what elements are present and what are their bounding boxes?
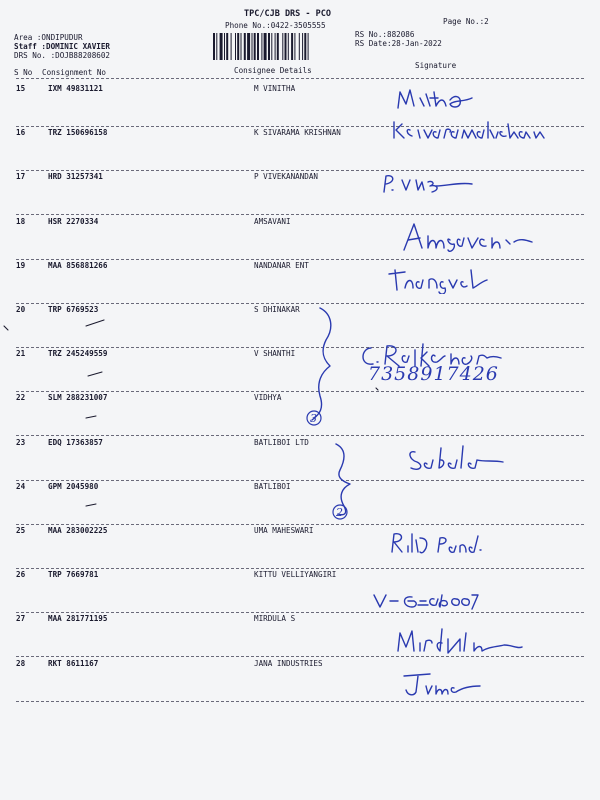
row-sno: 16 xyxy=(16,128,26,137)
phone-note: 7358917426 xyxy=(368,363,499,385)
row-sno: 27 xyxy=(16,614,26,623)
row-sno: 22 xyxy=(16,393,26,402)
col-header-sno: S No xyxy=(14,68,33,77)
row-sno: 15 xyxy=(16,84,26,93)
row-consignee: P VIVEKANANDAN xyxy=(254,172,319,181)
row-consignment-no: IXM 49831121 xyxy=(48,84,103,93)
row-sno: 18 xyxy=(16,217,26,226)
row-sno: 23 xyxy=(16,438,26,447)
row-consignment-no: TRP 7669781 xyxy=(48,570,99,579)
row-consignment-no: HRD 31257341 xyxy=(48,172,103,181)
row-consignee: AMSAVANI xyxy=(254,217,291,226)
bracket-count-2: 2 xyxy=(336,506,343,519)
row-sno: 28 xyxy=(16,659,26,668)
row-consignment-no: GPM 2045980 xyxy=(48,482,99,491)
staff-label: Staff :DOMINIC XAVIER xyxy=(14,42,111,51)
row-sno: 26 xyxy=(16,570,26,579)
row-consignment-no: TRZ 245249559 xyxy=(48,349,108,358)
col-header-signature: Signature xyxy=(415,61,457,70)
row-sno: 24 xyxy=(16,482,26,491)
row-sno: 25 xyxy=(16,526,26,535)
row-consignee: JANA INDUSTRIES xyxy=(254,659,323,668)
row-consignment-no: TRP 6769523 xyxy=(48,305,99,314)
row-consignment-no: RKT 8611167 xyxy=(48,659,99,668)
bracket-count-3: 3 xyxy=(310,412,317,425)
phone-number: Phone No.:0422-3505555 xyxy=(225,21,326,30)
row-consignee: KITTU VELLIYANGIRI xyxy=(254,570,337,579)
row-sno: 17 xyxy=(16,172,26,181)
row-consignment-no: MAA 856881266 xyxy=(48,261,108,270)
row-consignee: M VINITHA xyxy=(254,84,296,93)
rs-number: RS No.:882086 xyxy=(355,30,415,39)
row-sno: 19 xyxy=(16,261,26,270)
rs-date: RS Date:28-Jan-2022 xyxy=(355,39,442,48)
row-consignee: K SIVARAMA KRISHNAN xyxy=(254,128,341,137)
col-header-consignee: Consignee Details xyxy=(234,66,312,75)
page-number: Page No.:2 xyxy=(443,17,489,26)
row-consignee: UMA MAHESWARI xyxy=(254,526,314,535)
row-consignee: V SHANTHI xyxy=(254,349,296,358)
row-consignment-no: TRZ 150696158 xyxy=(48,128,108,137)
row-consignee: BATLIBOI xyxy=(254,482,291,491)
row-consignment-no: EDQ 17363857 xyxy=(48,438,103,447)
drs-number: DRS No. :DOJB88208602 xyxy=(14,51,111,60)
sheet-title: TPC/CJB DRS - PCO xyxy=(244,9,331,19)
row-consignment-no: HSR 2270334 xyxy=(48,217,99,226)
row-consignee: NANDANAR ENT xyxy=(254,261,309,270)
row-sno: 20 xyxy=(16,305,26,314)
row-consignee: BATLIBOI LTD xyxy=(254,438,309,447)
row-consignment-no: SLM 288231007 xyxy=(48,393,108,402)
col-header-consignment: Consignment No xyxy=(42,68,107,77)
row-consignee: MIRDULA S xyxy=(254,614,296,623)
area-label: Area :ONDIPUDUR xyxy=(14,33,83,42)
row-sno: 21 xyxy=(16,349,26,358)
row-consignment-no: MAA 281771195 xyxy=(48,614,108,623)
row-consignee: VIDHYA xyxy=(254,393,282,402)
row-consignment-no: MAA 283002225 xyxy=(48,526,108,535)
row-consignee: S DHINAKAR xyxy=(254,305,300,314)
